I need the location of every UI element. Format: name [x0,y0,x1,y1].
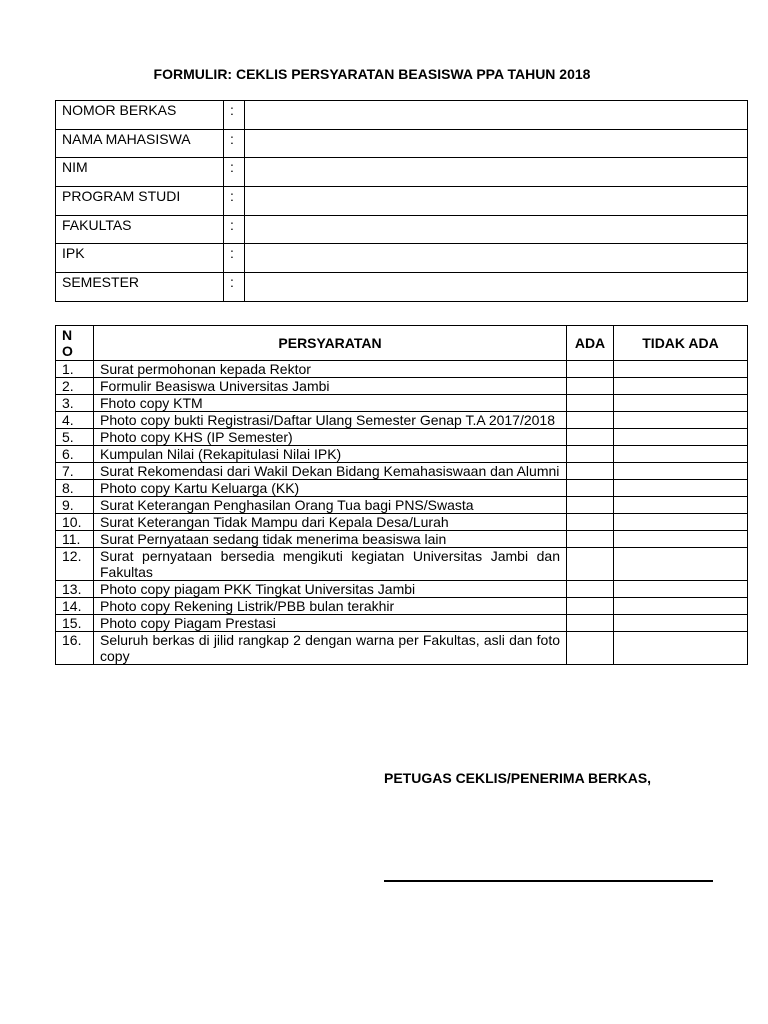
requirement-number: 7. [56,463,94,480]
ada-checkbox-cell[interactable] [567,632,614,665]
info-value-field[interactable] [245,129,748,158]
info-colon: : [224,129,245,158]
header-ada: ADA [567,326,614,361]
requirement-text: Photo copy bukti Registrasi/Daftar Ulang Semester Genap T.A 2017/2018 [94,412,567,429]
info-label: SEMESTER [56,273,224,302]
tidak-ada-checkbox-cell[interactable] [614,429,748,446]
requirement-number: 12. [56,548,94,581]
ada-checkbox-cell[interactable] [567,395,614,412]
tidak-ada-checkbox-cell[interactable] [614,412,748,429]
info-row-fakultas [56,215,748,244]
tidak-ada-checkbox-cell[interactable] [614,378,748,395]
ada-checkbox-cell[interactable] [567,412,614,429]
requirement-number: 4. [56,412,94,429]
info-label: PROGRAM STUDI [56,187,224,216]
info-row-nomor-berkas [56,101,748,130]
header-no-line1: N [62,327,73,343]
ada-checkbox-cell[interactable] [567,531,614,548]
requirement-text: Kumpulan Nilai (Rekapitulasi Nilai IPK) [94,446,567,463]
requirement-number: 9. [56,497,94,514]
requirements-header-row [56,326,748,361]
tidak-ada-checkbox-cell[interactable] [614,361,748,378]
requirement-number: 1. [56,361,94,378]
requirement-number: 10. [56,514,94,531]
requirement-number: 13. [56,581,94,598]
requirement-text: Photo copy Rekening Listrik/PBB bulan terakhir [94,598,567,615]
requirement-text: Surat Keterangan Penghasilan Orang Tua bagi PNS/Swasta [94,497,567,514]
requirement-row [56,378,748,395]
ada-checkbox-cell[interactable] [567,429,614,446]
ada-checkbox-cell[interactable] [567,361,614,378]
requirement-row [56,480,748,497]
student-info-table [55,100,748,302]
info-label: NAMA MAHASISWA [56,129,224,158]
requirement-number: 3. [56,395,94,412]
tidak-ada-checkbox-cell[interactable] [614,497,748,514]
info-colon: : [224,273,245,302]
requirement-text: Surat Pernyataan sedang tidak menerima beasiswa lain [94,531,567,548]
info-value-field[interactable] [245,215,748,244]
ada-checkbox-cell[interactable] [567,378,614,395]
info-row-semester [56,273,748,302]
info-label: FAKULTAS [56,215,224,244]
ada-checkbox-cell[interactable] [567,480,614,497]
requirement-text: Fhoto copy KTM [94,395,567,412]
requirement-text: Photo copy Piagam Prestasi [94,615,567,632]
tidak-ada-checkbox-cell[interactable] [614,632,748,665]
ada-checkbox-cell[interactable] [567,514,614,531]
ada-checkbox-cell[interactable] [567,615,614,632]
info-colon: : [224,158,245,187]
requirement-row [56,598,748,615]
info-colon: : [224,187,245,216]
info-value-field[interactable] [245,244,748,273]
requirement-row [56,429,748,446]
tidak-ada-checkbox-cell[interactable] [614,581,748,598]
signature-line [384,880,713,882]
tidak-ada-checkbox-cell[interactable] [614,598,748,615]
tidak-ada-checkbox-cell[interactable] [614,446,748,463]
info-colon: : [224,215,245,244]
tidak-ada-checkbox-cell[interactable] [614,395,748,412]
info-colon: : [224,244,245,273]
requirement-text: Photo copy KHS (IP Semester) [94,429,567,446]
info-label: NIM [56,158,224,187]
requirements-table [55,325,748,665]
requirement-row [56,395,748,412]
ada-checkbox-cell[interactable] [567,446,614,463]
info-value-field[interactable] [245,101,748,130]
requirement-number: 6. [56,446,94,463]
requirement-text: Surat permohonan kepada Rektor [94,361,567,378]
ada-checkbox-cell[interactable] [567,548,614,581]
requirement-text: Seluruh berkas di jilid rangkap 2 dengan warna per Fakultas, asli dan foto copy [94,632,567,665]
requirement-text: Photo copy Kartu Keluarga (KK) [94,480,567,497]
requirement-row [56,497,748,514]
info-value-field[interactable] [245,158,748,187]
info-row-ipk [56,244,748,273]
requirement-text: Surat Rekomendasi dari Wakil Dekan Bidang Kemahasiswaan dan Alumni [94,463,567,480]
requirement-number: 8. [56,480,94,497]
info-row-nim [56,158,748,187]
requirement-number: 15. [56,615,94,632]
requirement-row [56,581,748,598]
requirement-number: 5. [56,429,94,446]
requirement-number: 16. [56,632,94,665]
header-tidak-ada: TIDAK ADA [614,326,748,361]
requirement-text: Photo copy piagam PKK Tingkat Universitas Jambi [94,581,567,598]
info-label: NOMOR BERKAS [56,101,224,130]
ada-checkbox-cell[interactable] [567,581,614,598]
requirement-row [56,412,748,429]
requirement-row [56,548,748,581]
info-value-field[interactable] [245,187,748,216]
requirement-number: 14. [56,598,94,615]
requirement-row [56,463,748,480]
ada-checkbox-cell[interactable] [567,463,614,480]
ada-checkbox-cell[interactable] [567,598,614,615]
requirement-text: Surat pernyataan bersedia mengikuti kegiatan Universitas Jambi dan Fakultas [94,548,567,581]
signature-label: PETUGAS CEKLIS/PENERIMA BERKAS, [384,770,652,786]
tidak-ada-checkbox-cell[interactable] [614,463,748,480]
requirement-row [56,514,748,531]
info-row-nama-mahasiswa [56,129,748,158]
tidak-ada-checkbox-cell[interactable] [614,531,748,548]
header-no-line2: O [62,343,73,359]
info-colon: : [224,101,245,130]
requirement-row [56,615,748,632]
header-no [56,326,94,361]
tidak-ada-checkbox-cell[interactable] [614,514,748,531]
tidak-ada-checkbox-cell[interactable] [614,480,748,497]
requirement-number: 11. [56,531,94,548]
requirement-row [56,361,748,378]
header-requirement: PERSYARATAN [94,326,567,361]
requirement-text: Formulir Beasiswa Universitas Jambi [94,378,567,395]
requirement-row [56,531,748,548]
info-label: IPK [56,244,224,273]
ada-checkbox-cell[interactable] [567,497,614,514]
info-row-program-studi [56,187,748,216]
tidak-ada-checkbox-cell[interactable] [614,615,748,632]
requirement-number: 2. [56,378,94,395]
info-value-field[interactable] [245,273,748,302]
document-title: FORMULIR: CEKLIS PERSYARATAN BEASISWA PPA TAHUN 2018 [153,66,591,82]
requirement-text: Surat Keterangan Tidak Mampu dari Kepala Desa/Lurah [94,514,567,531]
requirement-row [56,632,748,665]
tidak-ada-checkbox-cell[interactable] [614,548,748,581]
requirement-row [56,446,748,463]
